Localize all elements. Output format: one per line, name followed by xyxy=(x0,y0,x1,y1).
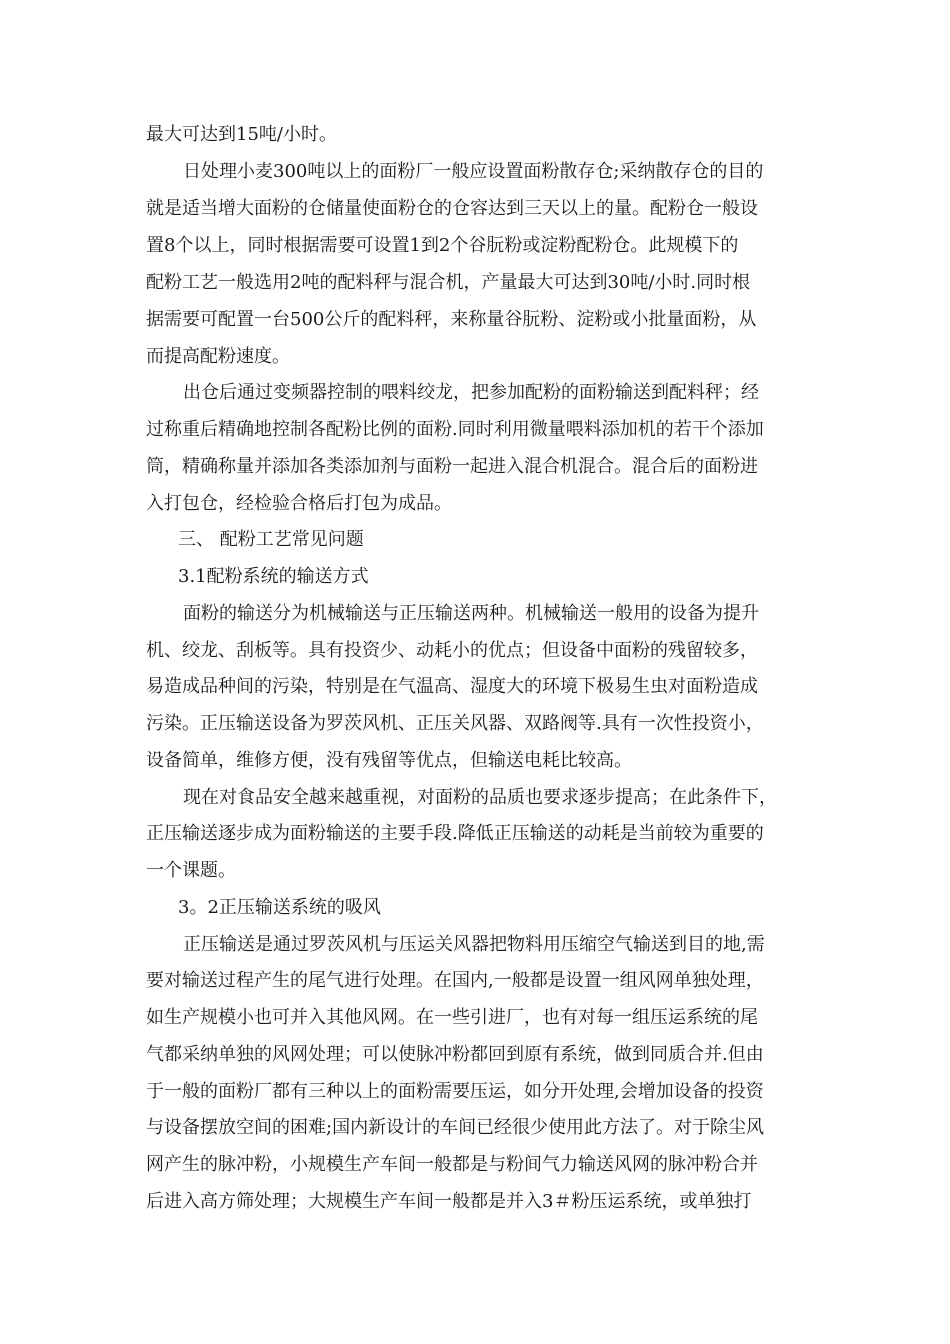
subsection-heading: 3.1配粉系统的输送方式 xyxy=(178,566,369,587)
text-line: 气都采纳单独的风网处理；可以使脉冲粉都回到原有系统，做到同质合并.但由 xyxy=(146,1044,764,1065)
subsection-heading: 3。2正压输送系统的吸风 xyxy=(178,897,381,918)
text-line: 要对输送过程产生的尾气进行处理。在国内,一般都是设置一组风网单独处理， xyxy=(146,970,764,991)
text-line: 于一般的面粉厂都有三种以上的面粉需要压运，如分开处理,会增加设备的投资 xyxy=(146,1081,764,1102)
text-line: 入打包仓，经检验合格后打包为成品。 xyxy=(146,493,452,514)
text-line: 正压输送逐步成为面粉输送的主要手段.降低正压输送的动耗是当前较为重要的 xyxy=(146,823,764,844)
text-line: 配粉工艺一般选用2吨的配料秤与混合机，产量最大可达到30吨/小时.同时根 xyxy=(146,272,751,293)
text-line: 过称重后精确地控制各配粉比例的面粉.同时利用微量喂料添加机的若干个添加 xyxy=(146,419,764,440)
text-line: 据需要可配置一台500公斤的配料秤，来称量谷朊粉、淀粉或小批量面粉，从 xyxy=(146,309,757,330)
text-line: 置8个以上，同时根据需要可设置1到2个谷朊粉或淀粉配粉仓。此规模下的 xyxy=(146,235,739,256)
text-line: 日处理小麦300吨以上的面粉厂一般应设置面粉散存仓;采纳散存仓的目的 xyxy=(183,161,764,182)
text-line: 后进入高方筛处理；大规模生产车间一般都是并入3＃粉压运系统，或单独打 xyxy=(146,1191,752,1212)
text-line: 与设备摆放空间的困难;国内新设计的车间已经很少使用此方法了。对于除尘风 xyxy=(146,1117,765,1138)
text-line: 现在对食品安全越来越重视，对面粉的品质也要求逐步提高；在此条件下， xyxy=(183,787,777,808)
text-line: 网产生的脉冲粉，小规模生产车间一般都是与粉间气力输送风网的脉冲粉合并 xyxy=(146,1154,758,1175)
text-line: 设备简单，维修方便，没有残留等优点，但输送电耗比较高。 xyxy=(146,750,632,771)
text-line: 污染。正压输送设备为罗茨风机、正压关风器、双路阀等.具有一次性投资小， xyxy=(146,713,764,734)
text-line: 最大可达到15吨/小时。 xyxy=(146,124,337,145)
text-line: 一个课题。 xyxy=(146,860,236,881)
text-line: 出仓后通过变频器控制的喂料绞龙，把参加配粉的面粉输送到配料秤；经 xyxy=(183,382,759,403)
text-line: 而提高配粉速度。 xyxy=(146,346,290,367)
text-line: 筒，精确称量并添加各类添加剂与面粉一起进入混合机混合。混合后的面粉进 xyxy=(146,456,758,477)
text-line: 机、绞龙、刮板等。具有投资少、动耗小的优点；但设备中面粉的残留较多， xyxy=(146,640,758,661)
text-line: 如生产规模小也可并入其他风网。在一些引进厂，也有对每一组压运系统的尾 xyxy=(146,1007,758,1028)
section-heading: 三、 配粉工艺常见问题 xyxy=(178,529,364,550)
text-line: 易造成品种间的污染，特别是在气温高、湿度大的环境下极易生虫对面粉造成 xyxy=(146,676,758,697)
text-line: 就是适当增大面粉的仓储量使面粉仓的仓容达到三天以上的量。配粉仓一般设 xyxy=(146,198,758,219)
text-line: 正压输送是通过罗茨风机与压运关风器把物料用压缩空气输送到目的地,需 xyxy=(183,934,765,955)
text-line: 面粉的输送分为机械输送与正压输送两种。机械输送一般用的设备为提升 xyxy=(183,603,759,624)
